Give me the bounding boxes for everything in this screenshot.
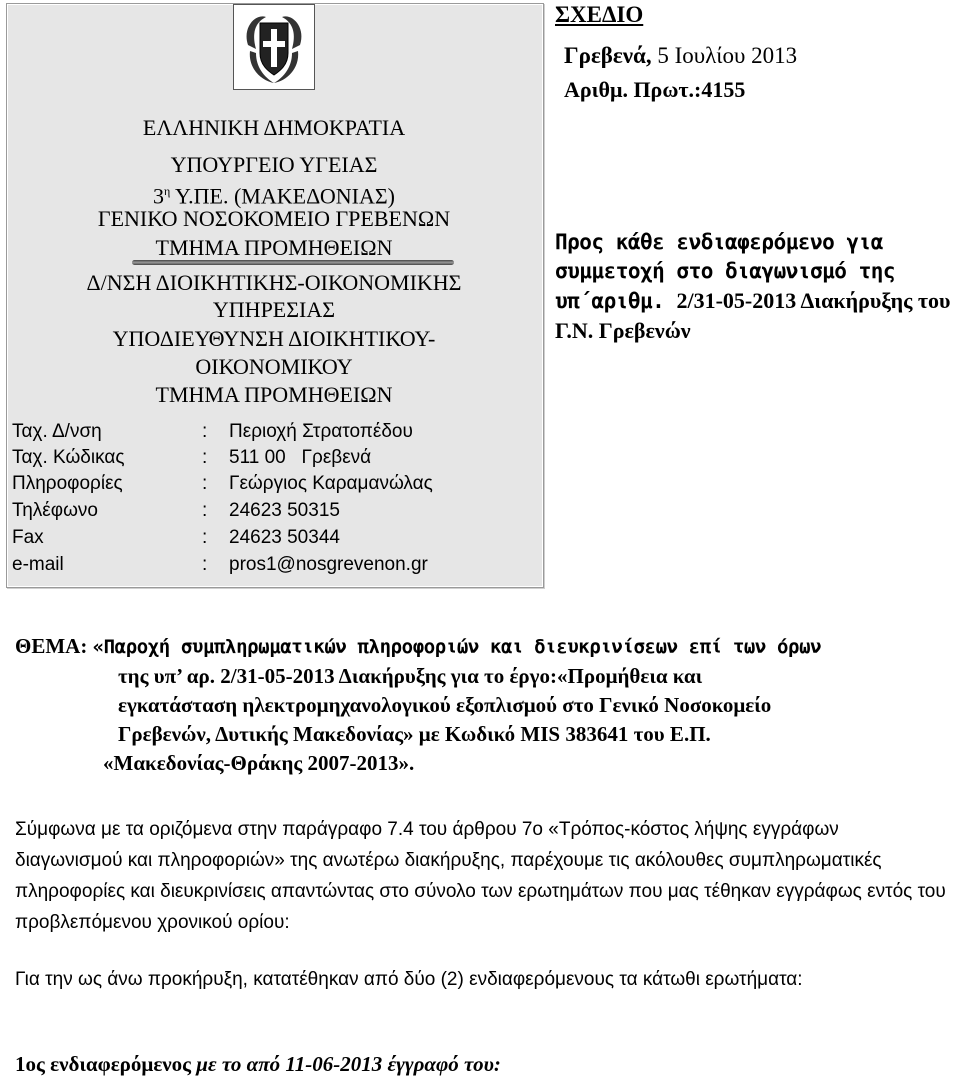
contact-label: Ταχ. Κώδικας: [12, 447, 125, 468]
org-service: ΥΠΗΡΕΣΙΑΣ: [212, 297, 336, 322]
contact-label: Ταχ. Δ/νση: [12, 421, 102, 442]
recipient-tail: 2/31-05-2013 Διακήρυξης του Γ.Ν. Γρεβενών: [555, 288, 951, 343]
contact-value: 511 00 Γρεβενά: [229, 447, 372, 468]
subject-line-5: «Μακεδονίας-Θράκης 2007-2013».: [103, 751, 415, 775]
org-directorate: Δ/ΝΣΗ ΔΙΟΙΚΗΤΙΚΗΣ-ΟΙΚΟΝΟΜΙΚΗΣ: [86, 270, 462, 295]
org-ministry: ΥΠΟΥΡΓΕΙΟ ΥΓΕΙΑΣ: [170, 152, 378, 177]
protocol-number: Αριθμ. Πρωτ.:4155: [564, 77, 746, 102]
org-department: ΤΜΗΜΑ ΠΡΟΜΗΘΕΙΩΝ: [155, 235, 393, 260]
recipient-text: Προς κάθε ενδιαφερόμενο για συμμετοχή στο διαγωνισμό της υπ΄αριθμ.: [555, 230, 896, 313]
contact-label: Πληροφορίες: [12, 473, 123, 494]
body-paragraph-1: Σύμφωνα με τα οριζόμενα στην παράγραφο 7.4 του άρθρου 7ο «Τρόπος-κόστος λήψης εγγράφων διαγωνισμού και πληροφοριών» της ανωτέρω διακήρυξης, παρέχουμε τις ακόλουθες συμπληρωματικές πληροφορίες και διευκρινίσεις απαντώντας στο σύνολο των ερωτημάτων που μας τέθηκαν εγγράφως εντός του προβλεπόμενου χρονικού ορίου:: [15, 819, 946, 933]
body-paragraph-2: Για την ως άνω προκήρυξη, κατατέθηκαν από δύο (2) ενδιαφερόμενους τα κάτωθι ερωτήματα:: [15, 969, 803, 990]
contact-value: Περιοχή Στρατοπέδου: [229, 421, 413, 442]
contact-value: 24623 50344: [229, 527, 340, 548]
org-region-name: Υ.ΠΕ. (ΜΑΚΕΔΟΝΙΑΣ): [175, 183, 395, 209]
org-region: [0, 178, 548, 209]
contact-colon: :: [202, 473, 208, 494]
subject-line-3: εγκατάσταση ηλεκτρομηχανολογικού εξοπλισμού στο Γενικό Νοσοκομείο: [118, 693, 772, 717]
greek-emblem-icon: [233, 4, 315, 90]
header-divider: [132, 260, 454, 265]
contact-colon: :: [202, 554, 208, 575]
contact-colon: :: [202, 421, 208, 442]
request-heading-number: 1ος ενδιαφερόμενος: [15, 1052, 192, 1076]
contact-label: e-mail: [12, 554, 64, 575]
document-place: Γρεβενά,: [564, 43, 652, 68]
contact-value: 24623 50315: [229, 500, 340, 521]
org-procurement: ΤΜΗΜΑ ΠΡΟΜΗΘΕΙΩΝ: [155, 382, 393, 407]
contact-label: Τηλέφωνο: [12, 500, 98, 521]
subject-line-4: Γρεβενών, Δυτικής Μακεδονίας» με Κωδικό MIS 383641 του Ε.Π.: [118, 722, 711, 746]
contact-colon: :: [202, 500, 208, 521]
subject-line-2: της υπ’ αρ. 2/31-05-2013 Διακήρυξης για το έργο:«Προμήθεια και: [118, 664, 703, 688]
recipient-block: [555, 228, 955, 346]
org-subdirectorate-cont: ΟΙΚΟΝΟΜΙΚΟΥ: [195, 354, 353, 379]
request-heading-rest: με το από 11-06-2013 έγγραφό του:: [196, 1052, 501, 1076]
org-region-suffix: η: [164, 184, 171, 198]
contact-value: Γεώργιος Καραμανώλας: [229, 473, 433, 494]
document-date-value: 5 Ιουλίου 2013: [657, 43, 798, 68]
org-country: ΕΛΛΗΝΙΚΗ ΔΗΜΟΚΡΑΤΙΑ: [142, 115, 406, 140]
contact-email-link[interactable]: pros1@nosgrevenon.gr: [229, 554, 428, 575]
draft-mark: ΣΧΕΔΙΟ: [555, 2, 644, 27]
org-subdirectorate: ΥΠΟΔΙΕΥΘΥΝΣΗ ΔΙΟΙΚΗΤΙΚΟΥ-: [112, 326, 436, 351]
org-hospital: ΓΕΝΙΚΟ ΝΟΣΟΚΟΜΕΙΟ ΓΡΕΒΕΝΩΝ: [97, 206, 451, 231]
contact-colon: :: [202, 447, 208, 468]
contact-label: Fax: [12, 527, 44, 548]
org-region-number: 3: [153, 183, 165, 209]
contact-colon: :: [202, 527, 208, 548]
subject-line-1: «Παροχή συμπληρωματικών πληροφοριών και διευκρινίσεων επί των όρων: [92, 636, 822, 658]
document-date: [564, 43, 797, 69]
request-heading: [15, 1052, 501, 1077]
subject-label: ΘΕΜΑ:: [15, 634, 88, 658]
subject-block: [15, 632, 955, 778]
